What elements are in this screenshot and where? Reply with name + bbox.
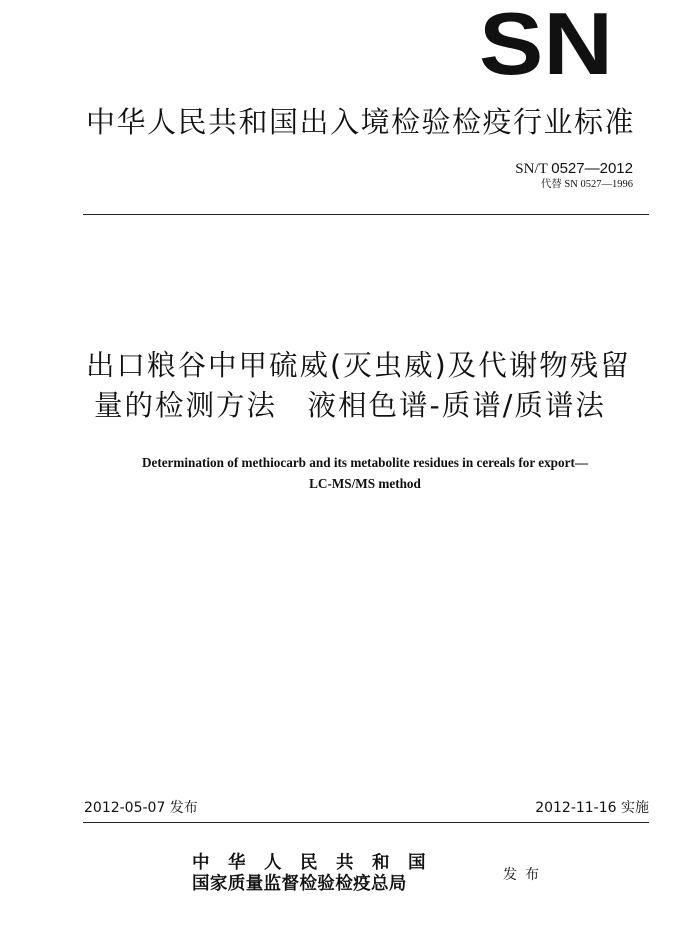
document-title-zh bbox=[86, 346, 652, 426]
standard-number-block bbox=[515, 160, 633, 191]
document-title-en bbox=[80, 452, 650, 494]
header-divider bbox=[83, 214, 649, 215]
title-en-line2: LC-MS/MS method bbox=[309, 476, 421, 491]
title-en-line1: Determination of methiocarb and its metabolite residues in cereals for export— bbox=[141, 455, 589, 470]
title-zh-line1: 出口粮谷中甲硫威(灭虫威)及代谢物残留 bbox=[86, 349, 631, 382]
standard-code-prefix: SN/T bbox=[515, 161, 548, 177]
org-title: 中华人民共和国出入境检验检疫行业标准 bbox=[86, 105, 636, 139]
standard-code bbox=[515, 160, 633, 178]
footer-divider bbox=[83, 822, 649, 823]
issuer-line2: 国家质量监督检验检疫总局 bbox=[192, 874, 407, 894]
issuer-block bbox=[192, 853, 444, 895]
title-zh-line2: 量的检测方法 液相色谱-质谱/质谱法 bbox=[94, 389, 606, 422]
sn-logo-text: SN bbox=[479, 8, 613, 76]
publish-label: 发布 bbox=[503, 867, 547, 883]
sn-logo bbox=[478, 8, 614, 76]
issuer-line1: 中华人民共和国 bbox=[192, 853, 444, 873]
implementation-date: 2012-11-16 实施 bbox=[535, 800, 649, 816]
issue-date: 2012-05-07 发布 bbox=[84, 800, 198, 816]
standard-code-number: 0527—2012 bbox=[551, 160, 633, 177]
replaces-note: 代替 SN 0527—1996 bbox=[540, 179, 633, 190]
